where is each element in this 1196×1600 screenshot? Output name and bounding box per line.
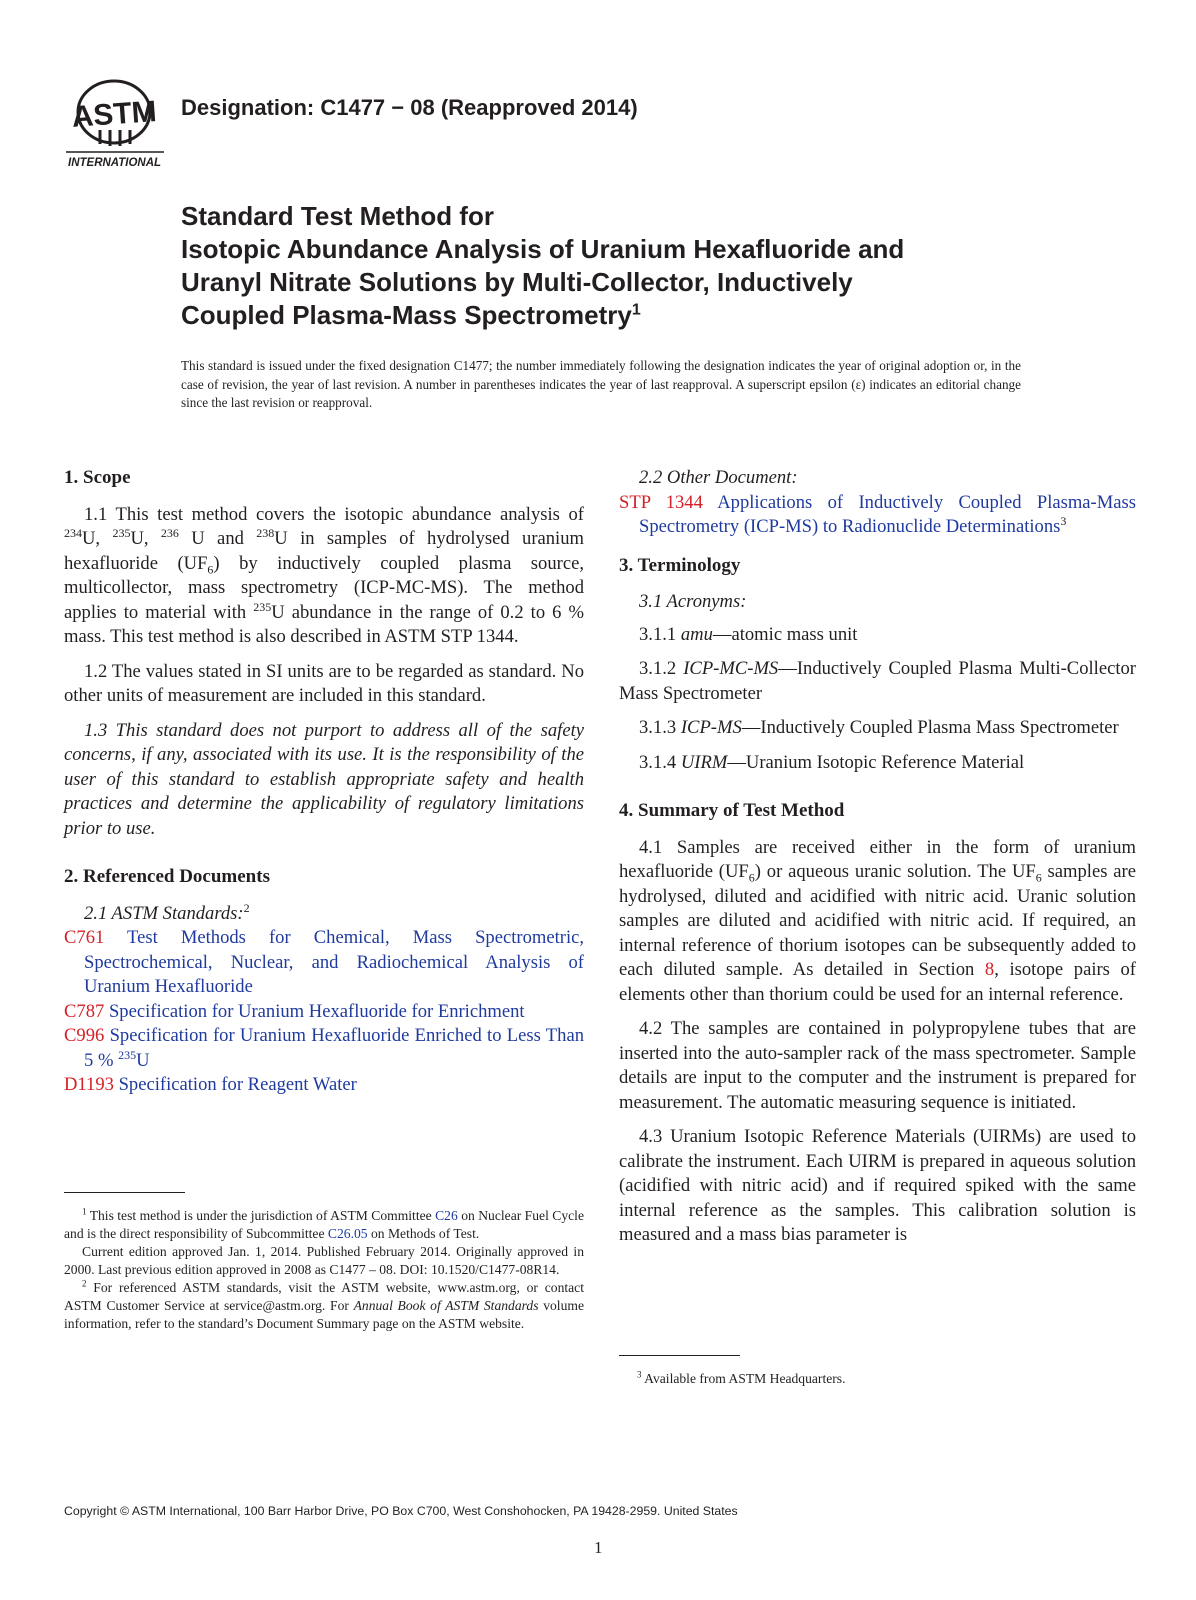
footnote-3: $^3$ Available from ASTM Headquarters. <box>637 1369 846 1386</box>
term-icp-ms: 3.1.3 ICP-MS—Inductively Coupled Plasma Mass Spectrometer <box>639 717 1119 738</box>
section-heading-terminology: 3. Terminology <box>619 554 741 576</box>
paragraph-1-2: 1.2 The values stated in SI units are to be regarded as standard. No other units of measurement are included in this standard. <box>64 660 584 706</box>
link-c26[interactable]: C26 <box>435 1208 458 1223</box>
title-footnote-mark: 1 <box>631 301 641 319</box>
ref-c996[interactable]: C996 Specification for Uranium Hexafluoride Enriched to Less Than 5 % $^{235}$U <box>64 1025 584 1071</box>
footnote-1-edition: Current edition approved Jan. 1, 2014. Published February 2014. Originally approved in 2000. Last previous edition approved in 2008 as C1477 – 08. DOI: 10.1520/C1477-08R14. <box>64 1244 584 1277</box>
paragraph-4-3: 4.3 Uranium Isotopic Reference Materials (UIRMs) are used to calibrate the instrument. Each UIRM is prepared in aqueous solution (acidified with nitric acid) and if required spiked with the same internal reference as the samples. This calibration solution is measured and a mass bias parameter is <box>619 1126 1136 1245</box>
svg-text:INTERNATIONAL: INTERNATIONAL <box>68 157 162 169</box>
footnote-rule-left <box>64 1192 185 1193</box>
footnotes-right <box>619 1370 1136 1388</box>
ref-c787[interactable]: C787 Specification for Uranium Hexafluoride for Enrichment <box>64 1000 525 1022</box>
term-amu: 3.1.1 amu—atomic mass unit <box>639 623 858 645</box>
designation: Designation: C1477 − 08 (Reapproved 2014) <box>181 95 638 120</box>
section-heading-scope: 1. Scope <box>64 467 131 488</box>
footnote-2: $^2$ For referenced ASTM standards, visit the ASTM website, www.astm.org, or contact ASTM Customer Service at service@astm.org. For Annual Book of ASTM Standards volume information, refer to the standard’s Document Summary page on the ASTM website. <box>64 1278 584 1331</box>
astm-standards-label: 2.1 ASTM Standards:$^2$ <box>84 900 250 924</box>
ref-d1193[interactable]: D1193 Specification for Reagent Water <box>64 1074 357 1095</box>
right-column <box>619 466 1136 1258</box>
paragraph-4-1: 4.1 Samples are received either in the form of uranium hexafluoride $(UF_6)$ or aqueous uranic solution. The $UF_6$ samples are hydrolysed, diluted and acidified with nitric acid. Uranic solution samples are diluted and acidified with nitric acid. If required, an internal reference of thorium isotopes can be subsequently added to each diluted sample. As detailed in Section 8, isotope pairs of elements other than thorium could be used for an internal reference. <box>619 836 1137 1005</box>
ref-c761[interactable]: C761 Test Methods for Chemical, Mass Spectrometric, Spectrochemical, Nuclear, and Radiochemical Analysis of Uranium Hexafluoride <box>64 927 585 997</box>
astm-logo <box>66 72 170 170</box>
term-uirm: 3.1.4 UIRM—Uranium Isotopic Reference Material <box>639 751 1025 773</box>
footnote-1: $^1$ This test method is under the jurisdiction of ASTM Committee C26 on Nuclear Fuel Cycle and is the direct responsibility of Subcommittee C26.05 on Methods of Test. <box>64 1206 584 1241</box>
paragraph-4-2: 4.2 The samples are contained in polypropylene tubes that are inserted into the auto-sampler rack of the mass spectrometer. Sample details are input to the computer and the instrument is prepared for measurement. The automatic measuring sequence is initiated. <box>619 1018 1136 1113</box>
section-heading-summary: 4. Summary of Test Method <box>619 800 845 821</box>
copyright: Copyright © ASTM International, 100 Barr Harbor Drive, PO Box C700, West Conshohocken, PA 19428-2959. United States <box>64 1504 738 1518</box>
title-line-4: Coupled Plasma-Mass Spectrometry$^1$ <box>181 300 641 330</box>
paragraph-1-1: 1.1 This test method covers the isotopic abundance analysis of $^{234}$U, $^{235}$U, $^{236}$ U and $^{238}$U in samples of hydrolysed uranium hexafluoride $(UF_6)$ by inductively coupled plasma source, multicollector, mass spectrometry (ICP-MC-MS). The method applies to material with $^{235}$U abundance in the range of 0.2 to 6 % mass. This test method is also described in ASTM STP 1344. <box>64 503 584 647</box>
document-title <box>181 200 1081 332</box>
section-heading-referenced-documents: 2. Referenced Documents <box>64 866 270 887</box>
other-document-label: 2.2 Other Document: <box>639 467 798 488</box>
ref-stp-1344[interactable]: STP 1344 Applications of Inductively Coupled Plasma-Mass Spectrometry (ICP-MS) to Radionuclide Determinations$^3$ <box>619 491 1137 537</box>
title-line-2: Isotopic Abundance Analysis of Uranium Hexafluoride and <box>181 234 905 264</box>
issue-note: This standard is issued under the fixed designation C1477; the number immediately following the designation indicates the year of original adoption or, in the case of revision, the year of last revision. A number in parentheses indicates the year of last reapproval. A superscript epsilon (ε) indicates an editorial change since the last revision or reapproval. <box>181 358 1021 410</box>
svg-text:ASTM: ASTM <box>70 95 158 134</box>
link-section-8[interactable]: 8 <box>984 959 995 980</box>
link-c26-05[interactable]: C26.05 <box>327 1226 368 1241</box>
acronyms-label: 3.1 Acronyms: <box>639 591 747 612</box>
title-line-3: Uranyl Nitrate Solutions by Multi-Collector, Inductively <box>181 267 853 297</box>
left-column <box>64 466 584 1098</box>
term-icp-mc-ms: 3.1.2 ICP-MC-MS—Inductively Coupled Plasma Multi-Collector Mass Spectrometer <box>619 658 1136 704</box>
title-line-1: Standard Test Method for <box>181 201 494 231</box>
paragraph-1-3: 1.3 This standard does not purport to address all of the safety concerns, if any, associated with its use. It is the responsibility of the user of this standard to establish appropriate safety and health practices and determine the applicability of regulatory limitations prior to use. <box>64 719 584 839</box>
page-number: 1 <box>594 1538 603 1557</box>
footnote-rule-right <box>619 1355 740 1356</box>
footnotes-left <box>64 1207 584 1333</box>
